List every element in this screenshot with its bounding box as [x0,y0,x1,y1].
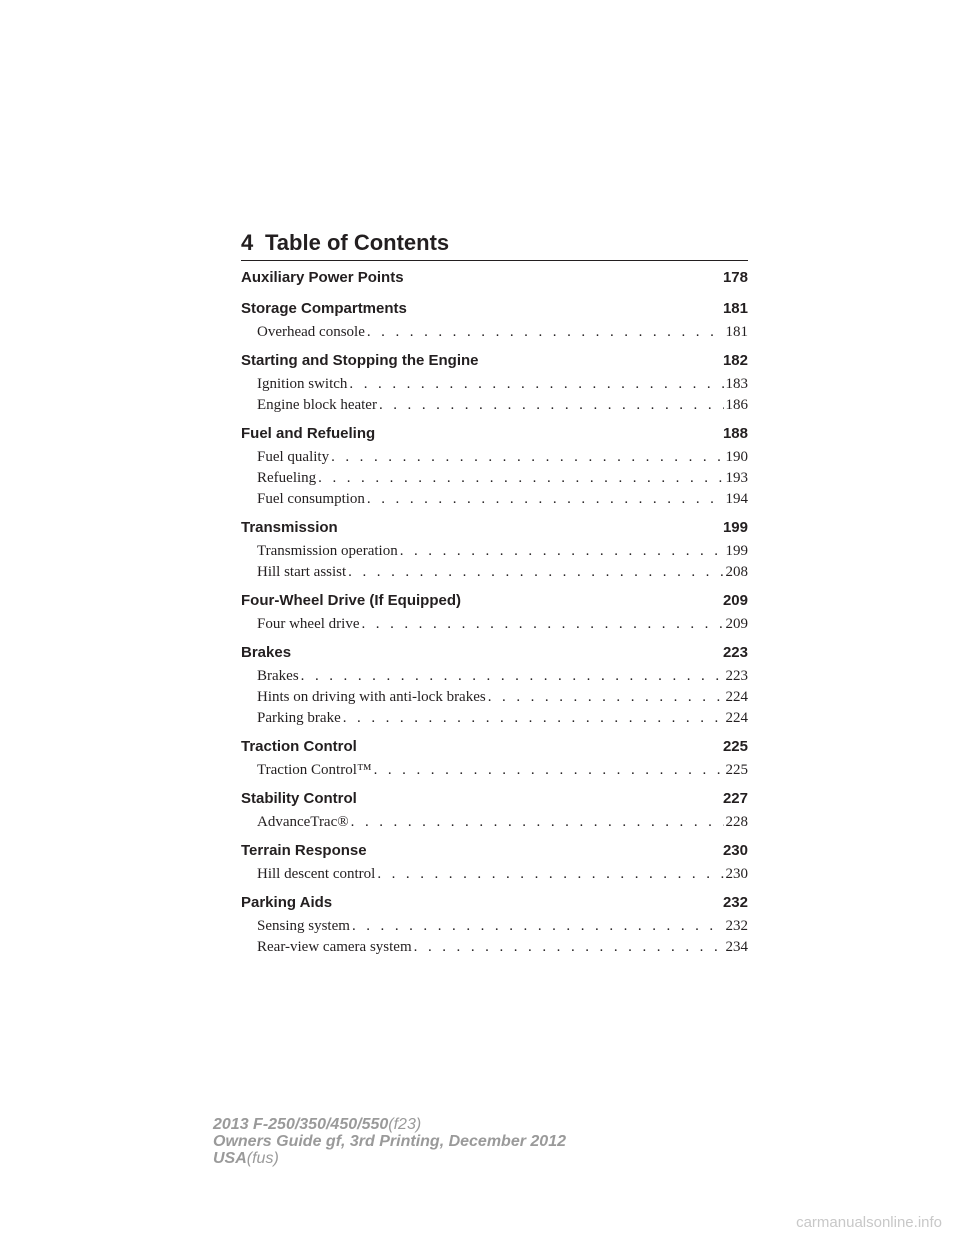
section-page: 199 [722,519,748,536]
dot-leader [361,614,723,635]
section-title: Parking Aids [241,894,333,911]
toc-entry[interactable] [257,864,748,885]
dot-leader [351,812,724,833]
toc-section [241,838,748,885]
section-page: 182 [722,352,748,369]
toc-section-heading[interactable] [241,348,748,374]
entry-label: AdvanceTrac® [257,814,349,830]
toc-section [241,640,748,729]
entry-page: 183 [725,376,748,392]
entry-label: Hill start assist [257,564,347,580]
section-title: Brakes [241,644,292,661]
toc-entry[interactable] [257,322,748,343]
toc-section [241,265,748,291]
toc-entry[interactable] [257,614,748,635]
toc-entry[interactable] [257,447,748,468]
toc-entry[interactable] [257,489,748,510]
footer-region: USA [213,1150,247,1167]
dot-leader [331,447,723,468]
toc-section [241,588,748,635]
section-title: Stability Control [241,790,357,807]
section-page: 227 [722,790,748,807]
toc-entry[interactable] [257,916,748,937]
page-title: Table of Contents [265,230,450,255]
dot-leader [400,541,724,562]
entry-page: 232 [725,918,748,934]
entry-label: Fuel quality [257,449,330,465]
toc-section-heading[interactable] [241,786,748,812]
toc-section [241,734,748,781]
entry-page: 208 [725,564,748,580]
entry-label: Traction Control™ [257,762,372,778]
page-number: 4 [241,230,254,255]
toc-section [241,421,748,510]
toc-section-heading[interactable] [241,890,748,916]
entry-label: Hill descent control [257,866,376,882]
footer-region-code: (fus) [246,1150,279,1167]
toc-section-heading[interactable] [241,515,748,541]
watermark[interactable]: carmanualsonline.info [796,1214,942,1231]
entry-page: 224 [725,710,748,726]
toc-entry[interactable] [257,562,748,583]
entry-page: 228 [725,814,748,830]
section-title: Four-Wheel Drive (If Equipped) [241,592,461,609]
dot-leader [349,374,723,395]
table-of-contents [241,265,748,958]
toc-section [241,348,748,416]
section-title: Transmission [241,519,338,536]
toc-section-heading[interactable] [241,265,748,291]
entry-label: Sensing system [257,918,350,934]
dot-leader [367,322,724,343]
entry-label: Hints on driving with anti-lock brakes [257,689,486,705]
section-title: Terrain Response [241,842,367,859]
toc-entry[interactable] [257,812,748,833]
entry-page: 234 [725,939,748,955]
entry-label: Four wheel drive [257,616,360,632]
dot-leader [348,562,723,583]
section-title: Auxiliary Power Points [241,269,404,286]
dot-leader [352,916,724,937]
section-page: 225 [722,738,748,755]
entry-page: 223 [725,668,748,684]
footer-line-1 [213,1116,566,1133]
toc-entry[interactable] [257,760,748,781]
dot-leader [374,760,724,781]
entry-page: 224 [725,689,748,705]
footer-model: 2013 F-250/350/450/550 [213,1116,389,1133]
entry-label: Brakes [257,668,299,684]
dot-leader [343,708,724,729]
entry-page: 199 [725,543,748,559]
toc-entry[interactable] [257,468,748,489]
footer-line-3 [213,1150,566,1167]
section-page: 232 [722,894,748,911]
section-title: Traction Control [241,738,357,755]
dot-leader [379,395,724,416]
section-page: 188 [722,425,748,442]
section-title: Storage Compartments [241,300,407,317]
footer-guide: Owners Guide gf, 3rd Printing, December 2012 [213,1133,566,1150]
entry-label: Overhead console [257,324,365,340]
toc-entry[interactable] [257,395,748,416]
page-header [241,228,748,261]
entry-label: Refueling [257,470,317,486]
entry-label: Fuel consumption [257,491,365,507]
entry-label: Ignition switch [257,376,348,392]
footer-model-code: (f23) [388,1116,422,1133]
section-page: 178 [722,269,748,286]
toc-entry[interactable] [257,687,748,708]
section-page: 223 [722,644,748,661]
entry-label: Parking brake [257,710,341,726]
toc-entry[interactable] [257,374,748,395]
toc-entry[interactable] [257,666,748,687]
entry-label: Rear-view camera system [257,939,412,955]
toc-section-heading[interactable] [241,640,748,666]
entry-label: Transmission operation [257,543,398,559]
entry-page: 193 [725,470,748,486]
toc-section-heading[interactable] [241,588,748,614]
entry-page: 230 [725,866,748,882]
dot-leader [414,937,724,958]
toc-section [241,786,748,833]
section-page: 181 [722,300,748,317]
entry-page: 190 [725,449,748,465]
toc-section [241,890,748,958]
footer-line-2 [213,1133,566,1150]
toc-section [241,296,748,343]
toc-section-heading[interactable] [241,296,748,322]
dot-leader [377,864,723,885]
toc-entry[interactable] [257,541,748,562]
section-title: Starting and Stopping the Engine [241,352,479,369]
toc-entry[interactable] [257,937,748,958]
toc-entry[interactable] [257,708,748,729]
section-page: 230 [722,842,748,859]
toc-section [241,515,748,583]
entry-label: Engine block heater [257,397,377,413]
section-title: Fuel and Refueling [241,425,376,442]
dot-leader [488,687,724,708]
entry-page: 181 [725,324,748,340]
entry-page: 209 [725,616,748,632]
entry-page: 194 [725,491,748,507]
entry-page: 225 [725,762,748,778]
entry-page: 186 [725,397,748,413]
toc-section-heading[interactable] [241,421,748,447]
dot-leader [318,468,723,489]
dot-leader [301,666,724,687]
dot-leader [367,489,724,510]
section-page: 209 [722,592,748,609]
toc-section-heading[interactable] [241,838,748,864]
toc-section-heading[interactable] [241,734,748,760]
footer [213,1116,566,1167]
